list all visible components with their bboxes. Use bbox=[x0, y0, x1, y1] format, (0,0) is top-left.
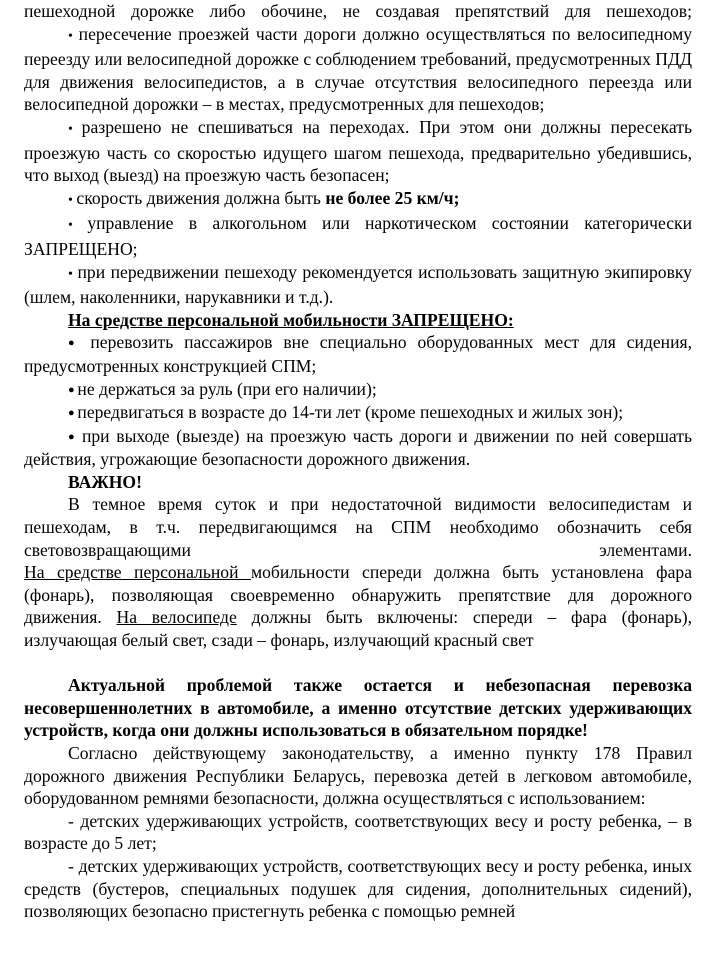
document-page bbox=[24, 0, 692, 923]
list-item-under-5: - детских удерживающих устройств, соответствующих весу и росту ребенка, – в возрасте до 5 лет; bbox=[24, 810, 692, 854]
underlined-text: На велосипеде bbox=[116, 607, 237, 628]
list-item-text: скорость движения должна быть bbox=[76, 187, 326, 208]
list-item-text: передвигаться в возрасте до 14-ти лет (кроме пешеходных и жилых зон); bbox=[77, 402, 624, 423]
list-item-text: перевозить пассажиров вне специально оборудованных мест для сидения, предусмотренных конструкцией СПМ; bbox=[24, 332, 692, 376]
prohibited-item-age bbox=[24, 401, 692, 425]
paragraph-pedestrian-path: пешеходной дорожке либо обочине, не создавая препятствий для пешеходов; bbox=[24, 1, 692, 21]
important-heading: ВАЖНО! bbox=[68, 471, 142, 492]
paragraph-child-transport-problem: Актуальной проблемой также остается и небезопасная перевозка несовершеннолетних в автомобиле, а именно отсутствие детских удерживающих устройств, когда они должны использоваться в обязательном порядке! bbox=[24, 675, 692, 741]
list-item-text: разрешено не спешиваться на переходах. При этом они должны пересекать проезжую часть со скоростью идущего шагом пешехода, предварительно убедившись, что выход (выезд) на проезжую часть безопасен; bbox=[24, 116, 692, 186]
prohibited-item-passengers bbox=[24, 331, 692, 377]
paragraph-lights bbox=[24, 561, 692, 651]
list-item-text: при выходе (выезде) на проезжую часть дороги и движении по ней совершать действия, угрожающие безопасности дорожного движения. bbox=[24, 425, 692, 470]
list-item-crossing bbox=[24, 23, 692, 116]
spacer bbox=[24, 652, 692, 675]
underlined-text: На средстве персональной bbox=[24, 562, 251, 583]
speed-limit: не более 25 км/ч; bbox=[325, 187, 460, 208]
list-item-other-means: - детских удерживающих устройств, соответствующих весу и росту ребенка, иных средств (бустеров, специальных подушек для сидения, дополнительных сидений), позволяющих безопасно пристегнуть ребенка с помощью ремней bbox=[24, 855, 692, 922]
prohibited-item-actions bbox=[24, 425, 692, 471]
list-item-no-dismount bbox=[24, 116, 692, 187]
list-item-text: при передвижении пешеходу рекомендуется использовать защитную экипировку (шлем, наколенники, нарукавники и т.д.). bbox=[24, 261, 692, 308]
list-item-equipment bbox=[24, 261, 692, 309]
list-item-text: не держаться за руль (при его наличии); bbox=[77, 378, 377, 399]
list-item-text: управление в алкогольном или наркотическом состоянии категорически ЗАПРЕЩЕНО; bbox=[24, 213, 692, 259]
section-heading-prohibited: На средстве персональной мобильности ЗАПРЕЩЕНО: bbox=[68, 309, 514, 330]
paragraph-law: Согласно действующему законодательству, а именно пункту 178 Правил дорожного движения Республики Беларусь, перевозка детей в легковом автомобиле, оборудованном ремнями безопасности, должна осуществляться с использованием: bbox=[24, 743, 692, 809]
list-item-speed bbox=[24, 187, 692, 213]
list-item-alcohol bbox=[24, 212, 692, 260]
list-item-text: пересечение проезжей части дороги должно осуществляться по велосипедному переезду или велосипедной дорожке с соблюдением требований, предусмотренных ПДД для движения велосипедистов, а в случае отсутствия велосипедного переезда или велосипедной дорожки – в местах, предусмотренных для пешеходов; bbox=[24, 23, 693, 115]
paragraph-text: должны быть включены: спереди – фара (фонарь), излучающая белый свет, сзади – фонарь, излучающий красный свет bbox=[24, 607, 692, 651]
paragraph-text: мобильности спереди должна быть установлена фара (фонарь), позволяющая своевременно обнаружить препятствие для дорожного движения. bbox=[24, 562, 692, 628]
prohibited-item-handlebar bbox=[24, 378, 692, 402]
paragraph-dark-time: В темное время суток и при недостаточной видимости велосипедистам и пешеходам, в т.ч. передвигающимся на СПМ необходимо обозначить себя световозвращающими элементами. bbox=[24, 494, 692, 560]
